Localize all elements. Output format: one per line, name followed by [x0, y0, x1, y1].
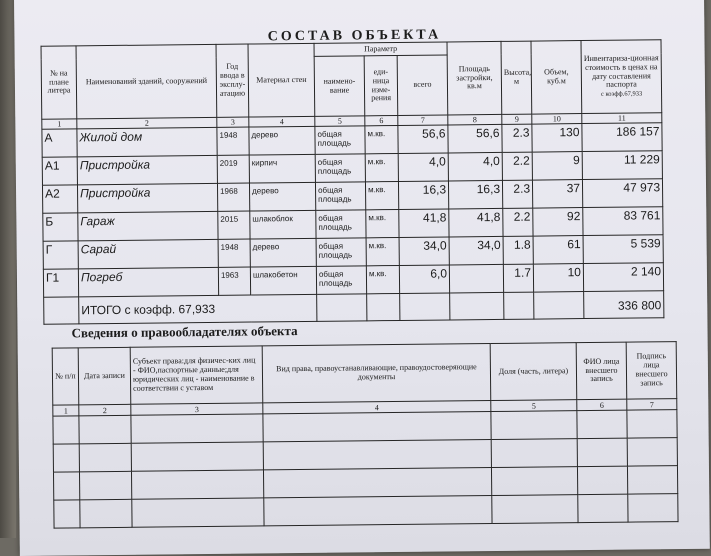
owners-table: [52, 341, 679, 529]
cell-param-name: общая площадь: [315, 182, 365, 211]
header-param: Параметр: [314, 42, 447, 56]
header-material: Материал стен: [248, 43, 315, 117]
header-name: Наименований зданий, сооружений: [76, 44, 217, 118]
passport-page: [14, 0, 710, 556]
header-area: Площадь застройки, кв.м: [447, 41, 502, 115]
cell-cost: 5 539: [583, 235, 663, 264]
cell-cost: 47 973: [582, 179, 662, 208]
column-number: 2: [79, 404, 131, 416]
cell-material: дерево: [250, 238, 316, 267]
cell-height: 2.2: [503, 208, 533, 236]
objects-table: [41, 39, 665, 324]
column-number: 6: [577, 399, 627, 411]
owners-header-fio: ФИО лица внесшего запись: [576, 342, 627, 400]
column-number: 3: [131, 403, 263, 415]
page-binding-shadow: [0, 0, 16, 538]
cell-cost: 11 229: [582, 151, 662, 180]
header-year: Год ввода в эксплу-атацию: [216, 44, 249, 117]
owners-header-date: Дата записи: [78, 347, 131, 405]
column-number: 2: [77, 117, 217, 128]
cell-total: 6,0: [399, 265, 449, 294]
cell-year: 1963: [218, 267, 250, 295]
cell-height: 1.8: [503, 236, 533, 264]
cell-cost: 83 761: [583, 207, 663, 236]
owners-header-subject: Субъект права:для физичес-ких лиц - ФИО,паспортные данные;для юридических лиц - наименование в соответствии с уставом: [130, 346, 263, 404]
header-cost-note: с коэфф.67,933: [600, 90, 643, 99]
cell-material: шлакобетон: [250, 266, 316, 295]
column-number: 7: [398, 115, 448, 126]
cell-unit: м.кв.: [365, 153, 398, 181]
column-number: 11: [582, 113, 662, 124]
cell-unit: м.кв.: [366, 265, 399, 293]
header-volume: Объем, куб.м: [531, 41, 582, 115]
column-number: 1: [53, 405, 79, 416]
cell-year: 2019: [217, 155, 249, 183]
cell-cost: 186 157: [582, 123, 662, 152]
header-param-name: наимено-вание: [314, 56, 365, 117]
cell-param-name: общая площадь: [316, 266, 366, 295]
column-number: 9: [502, 114, 532, 124]
header-num: № на плане литера: [41, 46, 77, 119]
owners-empty-row: [54, 494, 678, 529]
cell-name: Пристройка: [77, 155, 217, 184]
cell-year: 1948: [217, 127, 249, 155]
cell-name: Жилой дом: [77, 127, 217, 156]
cell-volume: 61: [533, 236, 583, 265]
owners-header-num: № п/п: [52, 348, 79, 405]
cell-area: 34,0: [449, 236, 503, 265]
column-number: 4: [249, 116, 315, 127]
cell-name: Погреб: [78, 267, 218, 296]
cell-height: 1.7: [503, 264, 533, 292]
column-number: 1: [42, 119, 77, 129]
total-row: [44, 291, 664, 324]
cell-area: [449, 264, 503, 293]
cell-area: 4,0: [448, 152, 502, 181]
cell-total: 16,3: [398, 181, 448, 210]
cell-volume: 9: [532, 152, 582, 181]
column-number: 5: [315, 116, 365, 127]
cell-lit: Г: [43, 241, 78, 269]
column-number: 5: [491, 400, 577, 412]
cell-total: 41,8: [399, 209, 449, 238]
cell-name: Гараж: [78, 211, 218, 240]
cell-total: 4,0: [398, 153, 448, 182]
cell-year: 1948: [218, 239, 250, 267]
cell-height: 2.3: [502, 124, 532, 152]
cell-unit: м.кв.: [366, 237, 399, 265]
total-value: 336 800: [584, 291, 664, 319]
cell-area: 16,3: [448, 180, 502, 209]
cell-total: 56,6: [398, 125, 448, 154]
cell-volume: 130: [532, 124, 582, 153]
cell-lit: А2: [42, 185, 77, 213]
cell-cost: 2 140: [583, 263, 663, 292]
header-total: всего: [397, 55, 448, 116]
cell-name: Сарай: [78, 239, 218, 268]
cell-area: 41,8: [449, 208, 503, 237]
column-number: 6: [365, 115, 398, 125]
owners-header-right: Вид права, правоустанавливающие, правоудостоверяющие документы: [262, 344, 491, 403]
cell-area: 56,6: [448, 124, 502, 153]
cell-param-name: общая площадь: [316, 238, 366, 267]
cell-material: дерево: [249, 182, 315, 211]
column-number: 8: [448, 114, 502, 125]
column-number: 3: [217, 117, 249, 127]
cell-year: 1968: [217, 183, 249, 211]
cell-volume: 92: [533, 208, 583, 237]
cell-param-name: общая площадь: [316, 210, 366, 239]
cell-unit: м.кв.: [365, 181, 398, 209]
owners-section-title: Сведения о правообладателях объекта: [71, 323, 298, 341]
column-number: 4: [263, 401, 491, 414]
cell-material: шлакоблок: [250, 210, 316, 239]
cell-height: 2.2: [502, 152, 532, 180]
cell-lit: А: [42, 129, 77, 157]
cell-unit: м.кв.: [366, 209, 399, 237]
cell-material: дерево: [249, 126, 315, 155]
page-title: СОСТАВ ОБЪЕКТА: [267, 27, 442, 45]
total-label: ИТОГО с коэфф. 67,933: [79, 294, 317, 323]
header-cost-label: Инвентариза-ционная стоимость в ценах на дату составления паспорта: [583, 52, 659, 90]
cell-material: кирпич: [249, 154, 315, 183]
header-unit: еди-ница изме-рения: [364, 55, 398, 115]
column-number: 7: [627, 399, 677, 411]
cell-volume: 10: [533, 264, 583, 293]
owners-header-share: Доля (часть, литера): [490, 343, 577, 401]
cell-height: 2.3: [502, 180, 532, 208]
cell-lit: Г1: [43, 269, 78, 297]
owners-header-sign: Подпись лица внесшего запись: [626, 342, 677, 400]
column-number: 10: [532, 114, 582, 125]
cell-total: 34,0: [399, 237, 449, 266]
cell-param-name: общая площадь: [315, 154, 365, 183]
header-height: Высота, м: [501, 41, 532, 114]
cell-param-name: общая площадь: [315, 126, 365, 155]
cell-volume: 37: [532, 180, 582, 209]
cell-unit: м.кв.: [365, 125, 398, 153]
cell-lit: А1: [42, 157, 77, 185]
cell-year: 2015: [218, 211, 250, 239]
cell-lit: Б: [43, 213, 78, 241]
header-cost: [581, 40, 662, 114]
cell-name: Пристройка: [77, 183, 217, 212]
